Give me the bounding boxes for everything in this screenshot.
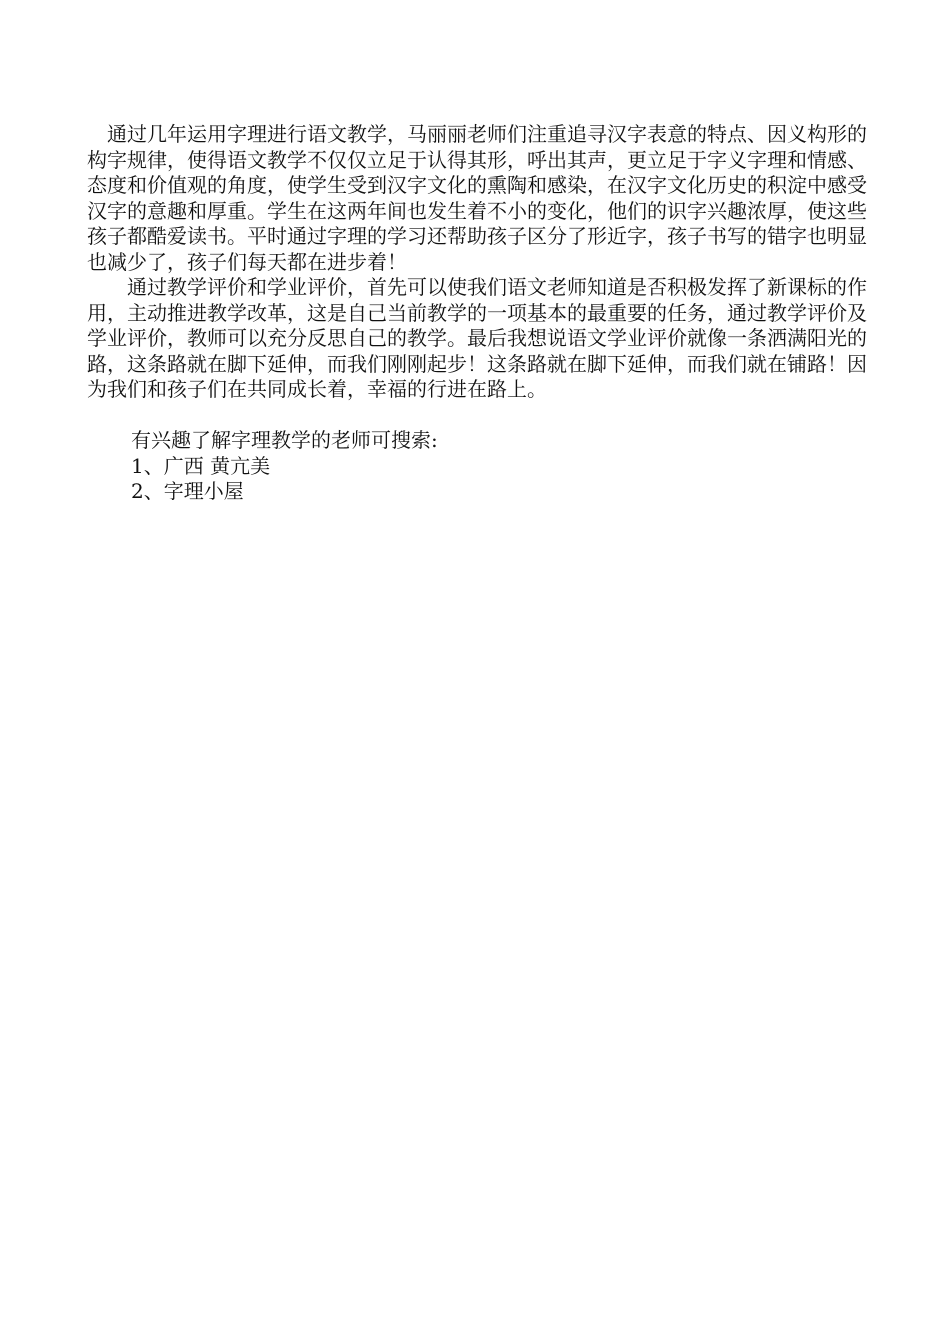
- search-suggestions: [87, 428, 867, 505]
- body-paragraph-2: 通过教学评价和学业评价，首先可以使我们语文老师知道是否积极发挥了新课标的作用，主动推进教学改革，这是自己当前教学的一项基本的最重要的任务，通过教学评价及学业评价，教师可以充分反思自己的教学。最后我想说语文学业评价就像一条洒满阳光的路，这条路就在脚下延伸，而我们刚刚起步！这条路就在脚下延伸，而我们就在铺路！因为我们和孩子们在共同成长着，幸福的行进在路上。: [87, 275, 867, 401]
- search-intro-text: 有兴趣了解字理教学的老师可搜索:: [131, 428, 438, 452]
- document-page: [87, 122, 867, 505]
- paragraph-spacer: [87, 403, 867, 429]
- search-item-2: 2、字理小屋: [131, 479, 244, 503]
- search-item-1: 1、广西 黄亢美: [131, 453, 271, 478]
- body-paragraph-1: 通过几年运用字理进行语文教学，马丽丽老师们注重追寻汉字表意的特点、因义构形的构字规律，使得语文教学不仅仅立足于认得其形，呼出其声，更立足于字义字理和情感、态度和价值观的角度，使学生受到汉字文化的熏陶和感染，在汉字文化历史的积淀中感受汉字的意趣和厚重。学生在这两年间也发生着不小的变化，他们的识字兴趣浓厚，使这些孩子都酷爱读书。平时通过字理的学习还帮助孩子区分了形近字，孩子书写的错字也明显也减少了，孩子们每天都在进步着！: [87, 122, 867, 274]
